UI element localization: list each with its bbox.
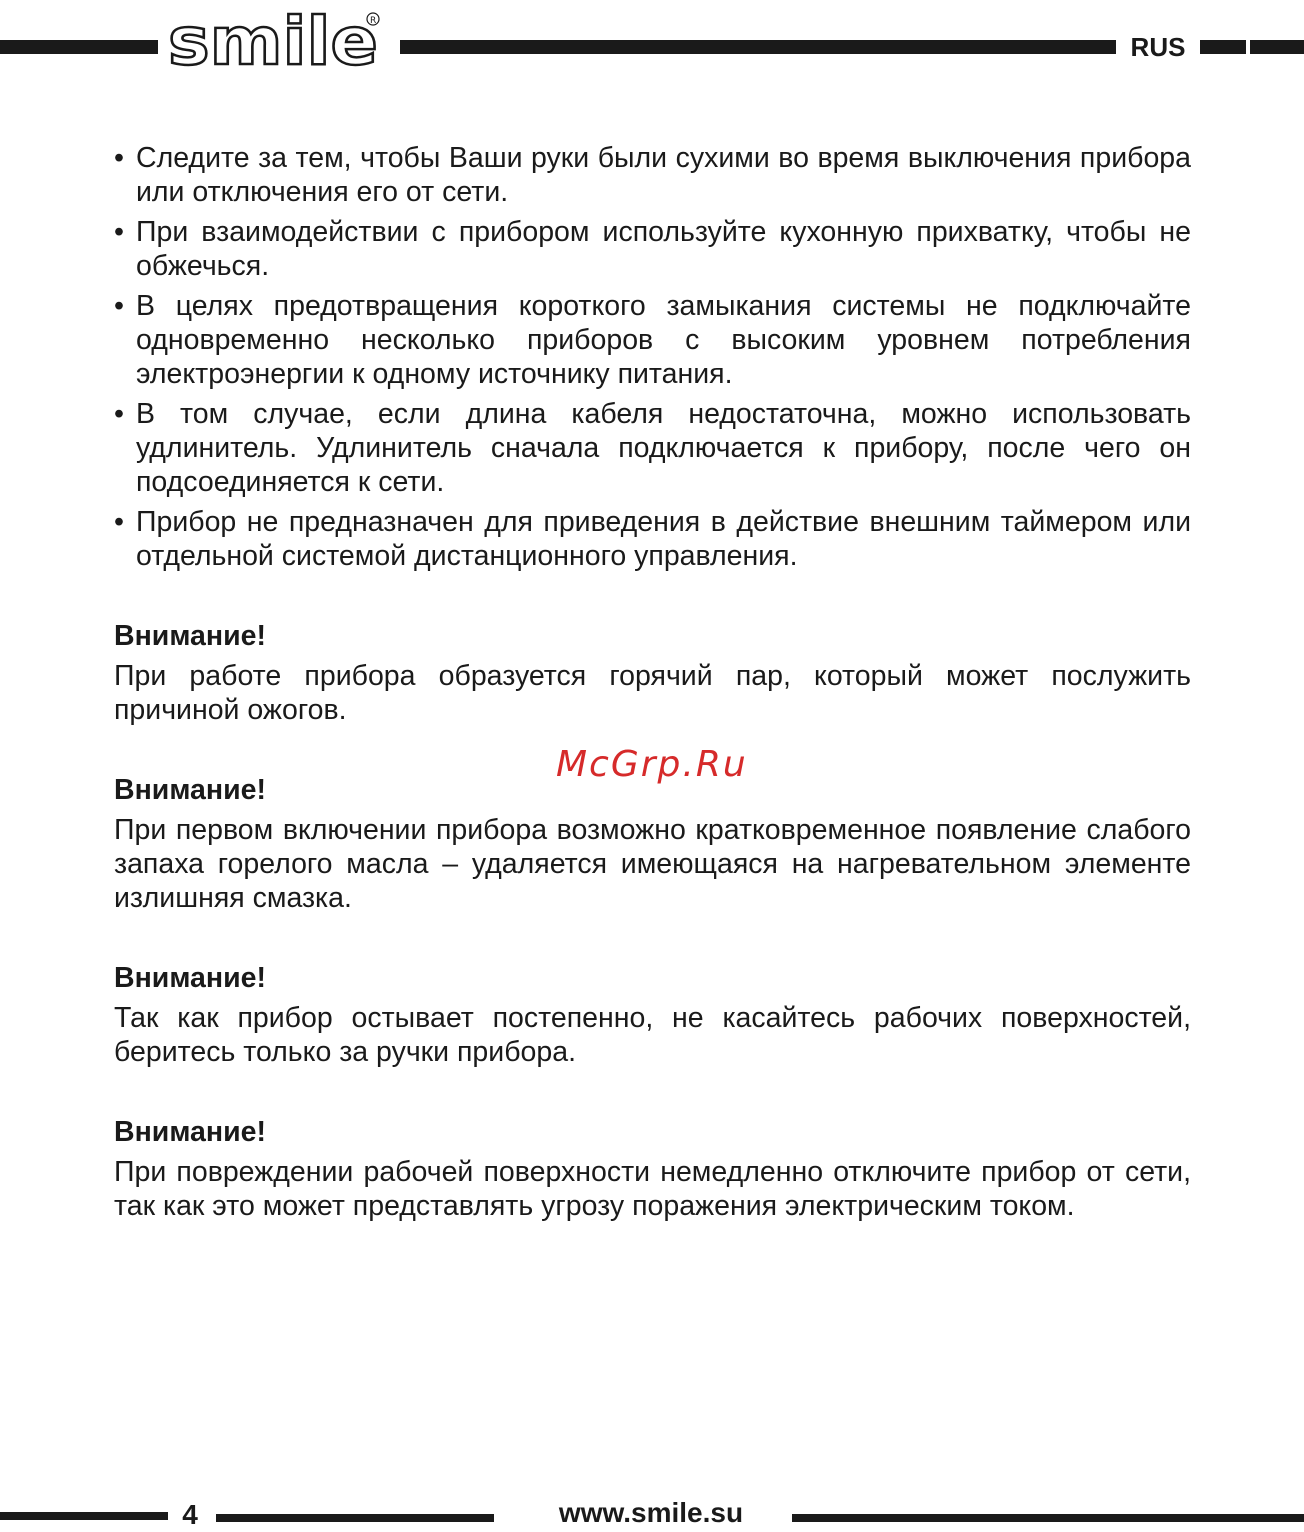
warning-text: Так как прибор остывает постепенно, не касайтесь рабочих поверхностей, беритесь только за ручки прибора. — [114, 1002, 1191, 1068]
header-rule-right-2 — [1250, 40, 1304, 54]
warning-text: При первом включении прибора возможно кратковременное появление слабого запаха горелого масла – удаляется имеющаяся на нагревательном элементе излишняя смазка. — [114, 814, 1191, 914]
smile-logo — [166, 2, 388, 72]
warning-title: Внимание! — [114, 962, 266, 994]
warning-text: При работе прибора образуется горячий пар, который может послужить причиной ожогов. — [114, 660, 1191, 726]
safety-bullet-list — [114, 141, 1191, 573]
warning-block — [114, 1115, 1191, 1223]
bullet-item: • В целях предотвращения короткого замыкания системы не подключайте одновременно несколько приборов с высоким уровнем потребления электроэнергии к одному источнику питания. — [114, 289, 1191, 391]
header-rule-mid — [400, 40, 1116, 54]
header-rule-right-1 — [1200, 40, 1246, 54]
warning-title: Внимание! — [114, 620, 266, 652]
page-number: 4 — [182, 1499, 198, 1530]
warning-block — [114, 961, 1191, 1069]
page-content — [114, 141, 1191, 1223]
watermark: McGrp.Ru — [556, 744, 748, 785]
svg-text:R: R — [370, 16, 377, 26]
bullet-item: • В том случае, если длина кабеля недостаточна, можно использовать удлинитель. Удлинитель сначала подключается к прибору, после чего он подсоединяется к сети. — [114, 397, 1191, 499]
warning-block — [114, 773, 1191, 915]
footer-rule-mid — [216, 1514, 494, 1522]
language-label: RUS — [1130, 32, 1186, 62]
bullet-item: • Следите за тем, чтобы Ваши руки были сухими во время выключения прибора или отключения его от сети. — [114, 141, 1191, 209]
footer-rule-right — [792, 1514, 1304, 1522]
bullet-item: • Прибор не предназначен для приведения в действие внешним таймером или отдельной системой дистанционного управления. — [114, 505, 1191, 573]
warning-title: Внимание! — [114, 774, 266, 806]
footer-rule-left — [0, 1512, 168, 1520]
warning-block — [114, 619, 1191, 727]
warning-text: При повреждении рабочей поверхности немедленно отключите прибор от сети, так как это может представлять угрозу поражения электрическим током. — [114, 1156, 1191, 1222]
warning-title: Внимание! — [114, 1116, 266, 1148]
bullet-item: • При взаимодействии с прибором используйте кухонную прихватку, чтобы не обжечься. — [114, 215, 1191, 283]
header-rule-left — [0, 40, 158, 54]
website-link[interactable]: www.smile.su — [558, 1497, 744, 1528]
svg-text:smile: smile — [168, 3, 378, 72]
